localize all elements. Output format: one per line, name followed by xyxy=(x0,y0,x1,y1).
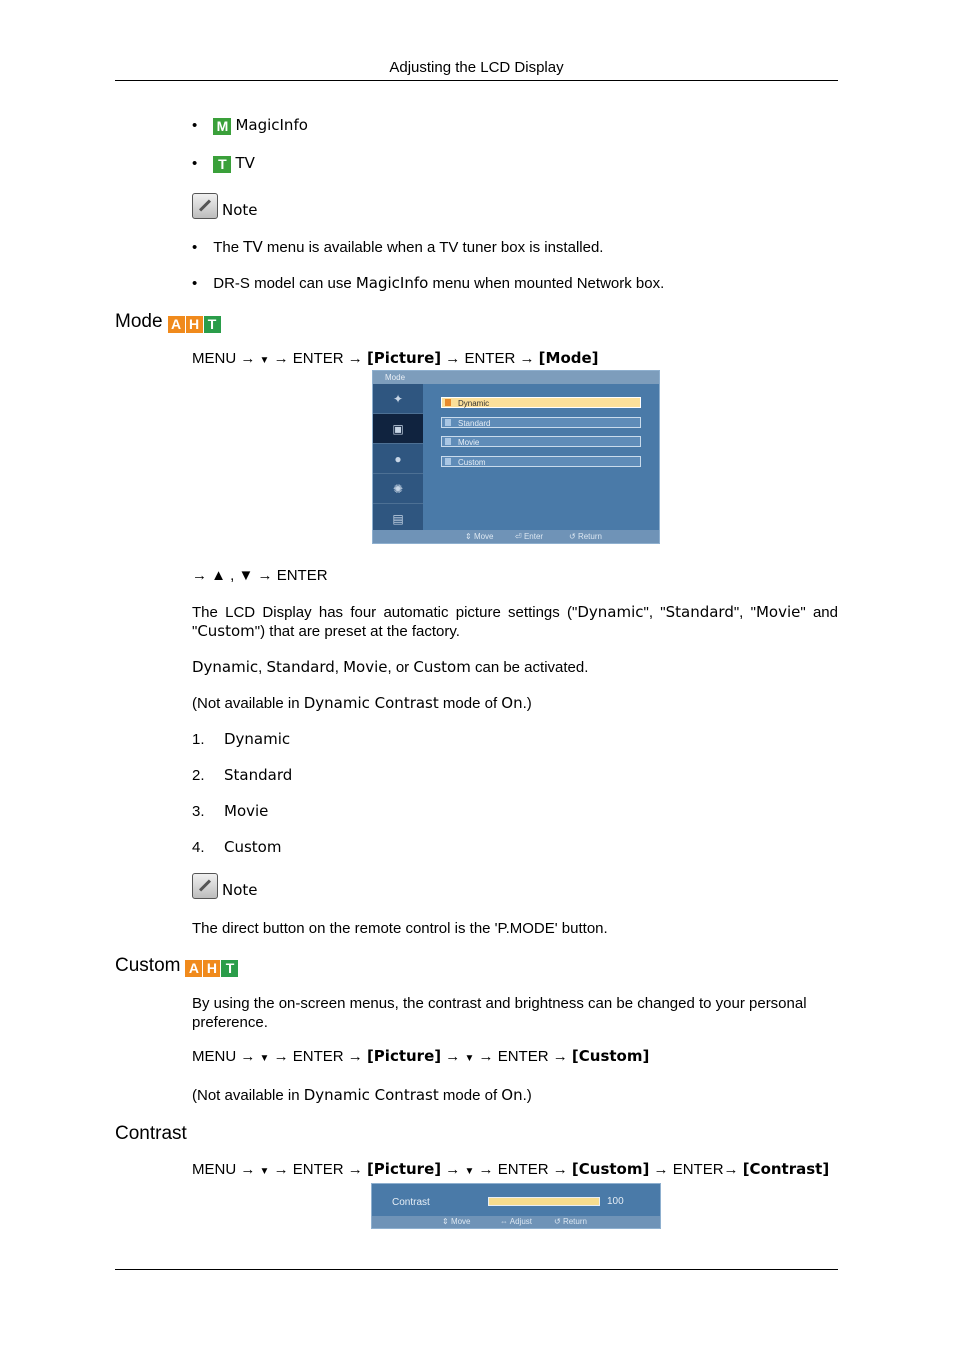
note-icon xyxy=(192,873,218,899)
list-item: 3. Movie xyxy=(192,802,269,820)
contrast-heading: Contrast xyxy=(115,1123,187,1144)
mode-note-text: The direct button on the remote control is the 'P.MODE' button. xyxy=(192,920,608,937)
menu-item-magicinfo xyxy=(192,116,308,135)
contrast-menu-path: MENU → ▼ → ENTER → [Picture] → ▼ → ENTER → [Custom] → ENTER→ [Contrast] xyxy=(192,1160,830,1178)
osd-option-movie: Movie xyxy=(441,436,641,447)
input-icon: ✦ xyxy=(373,384,423,414)
sound-icon: ● xyxy=(373,444,423,474)
osd-option-standard: Standard xyxy=(441,417,641,428)
enter-icon: ⏎ xyxy=(515,532,522,541)
custom-paragraph-1: By using the on-screen menus, the contrast and brightness can be changed to your personal preference. xyxy=(192,995,807,1031)
tv-label: TV xyxy=(235,154,255,172)
adjust-hint: ⇔ Adjust xyxy=(500,1217,533,1226)
custom-heading: Custom A H T xyxy=(115,955,239,979)
list-item: 4. Custom xyxy=(192,838,282,856)
magicinfo-label: MagicInfo xyxy=(235,116,308,134)
aht-badge-icon: A H T xyxy=(185,957,239,979)
setup-icon: ✺ xyxy=(373,474,423,504)
return-hint: ↺ Return xyxy=(569,532,602,541)
mode-paragraph-1: The LCD Display has four automatic picture settings ("Dynamic", "Standard", "Movie" and "Custom") that are preset at the factory. xyxy=(192,603,838,640)
aht-badge-icon: A H T xyxy=(168,313,222,335)
return-hint: ↺ Return xyxy=(554,1217,587,1226)
contrast-value: 100 xyxy=(607,1196,624,1207)
down-arrow-icon: ▼ xyxy=(259,1053,270,1064)
move-icon: ⇕ xyxy=(465,532,472,541)
contrast-slider-fill xyxy=(489,1198,599,1205)
bullet: • xyxy=(192,155,198,172)
osd-contrast-label: Contrast xyxy=(392,1197,430,1208)
osd-sidebar xyxy=(373,384,423,531)
bullet: • xyxy=(192,117,198,134)
custom-menu-path: MENU → ▼ → ENTER → [Picture] → ▼ → ENTER → [Custom] xyxy=(192,1047,650,1065)
mode-heading: Mode A H T xyxy=(115,311,222,335)
note-label: Note xyxy=(222,201,258,219)
contrast-osd-screenshot xyxy=(371,1183,661,1229)
down-arrow-icon: ▼ xyxy=(464,1166,475,1177)
return-icon: ↺ xyxy=(569,532,576,541)
osd-option-dynamic: Dynamic xyxy=(441,397,641,408)
osd-option-custom: Custom xyxy=(441,456,641,467)
enter-hint: ⏎ Enter xyxy=(515,532,544,541)
picture-icon: ▣ xyxy=(373,414,423,444)
list-item: 1. Dynamic xyxy=(192,730,291,748)
move-hint: ⇕ Move xyxy=(442,1217,471,1226)
mode-nav: → ▲ , ▼ → ENTER xyxy=(192,567,328,584)
footer-rule xyxy=(115,1269,838,1270)
return-icon: ↺ xyxy=(554,1217,561,1226)
adjust-icon: ⇔ xyxy=(500,1217,508,1226)
list-item: 2. Standard xyxy=(192,766,293,784)
note-bullet-1: • The TV menu is available when a TV tuner box is installed. xyxy=(192,238,604,256)
move-hint: ⇕ Move xyxy=(465,532,494,541)
move-icon: ⇕ xyxy=(442,1217,449,1226)
osd-footer xyxy=(372,1216,660,1228)
page-header: Adjusting the LCD Display xyxy=(389,59,564,76)
note-icon xyxy=(192,193,218,219)
header-rule xyxy=(115,80,838,81)
menu-item-tv xyxy=(192,154,255,173)
note-bullet-2: • DR-S model can use MagicInfo menu when mounted Network box. xyxy=(192,274,665,292)
down-arrow-icon: ▼ xyxy=(464,1053,475,1064)
osd-footer xyxy=(373,530,659,543)
magicinfo-icon: M xyxy=(213,118,231,135)
mode-osd-screenshot xyxy=(372,370,660,544)
osd-title: Mode xyxy=(373,371,659,384)
multi-control-icon: ▤ xyxy=(373,504,423,534)
custom-paragraph-3: (Not available in Dynamic Contrast mode of On.) xyxy=(192,1086,532,1104)
note-heading: Note xyxy=(192,873,258,900)
mode-menu-path: MENU → ▼ → ENTER → [Picture] → ENTER → [Mode] xyxy=(192,349,599,367)
note-heading xyxy=(192,193,258,220)
mode-paragraph-2: Dynamic, Standard, Movie, or Custom can be activated. xyxy=(192,658,589,676)
down-arrow-icon: ▼ xyxy=(259,355,270,366)
down-arrow-icon: ▼ xyxy=(259,1166,270,1177)
contrast-slider xyxy=(488,1197,600,1206)
tv-icon: T xyxy=(213,156,231,173)
mode-paragraph-3: (Not available in Dynamic Contrast mode of On.) xyxy=(192,694,532,712)
